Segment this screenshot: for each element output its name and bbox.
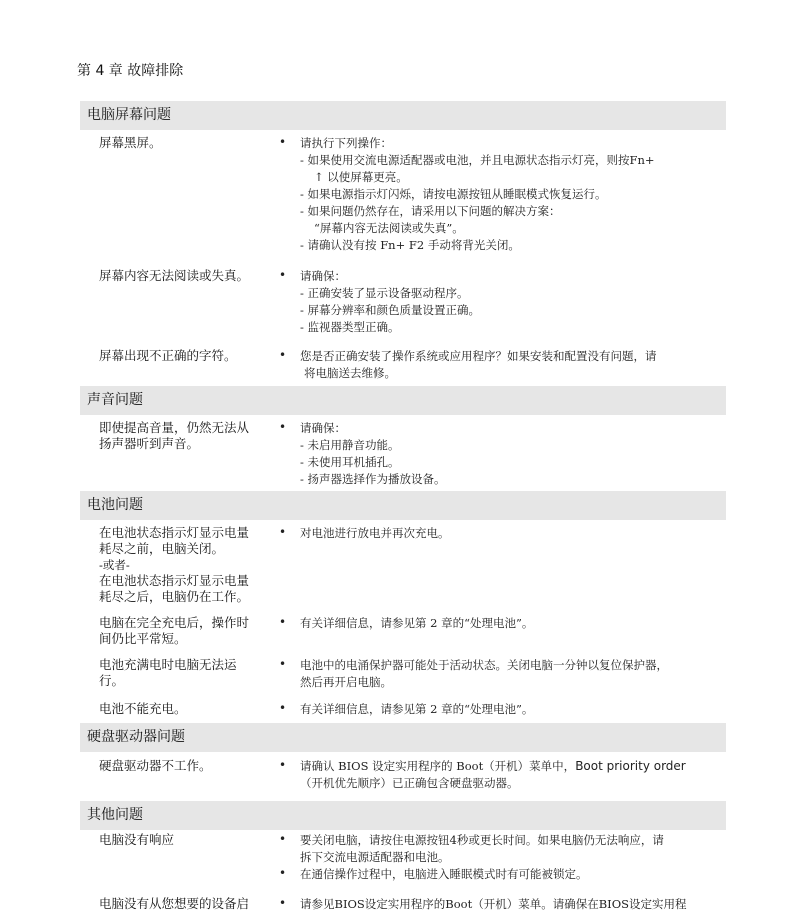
solution-distorted-screen <box>300 268 730 336</box>
bullet: • <box>279 896 287 910</box>
bullet: • <box>279 135 287 149</box>
solution-wont-run-full <box>300 657 730 691</box>
solution-black-screen <box>300 135 730 254</box>
solution-short-runtime <box>300 615 730 632</box>
problem-line: 电池充满电时电脑无法运 <box>99 657 237 672</box>
bullet: • <box>279 657 287 671</box>
bullet: • <box>279 615 287 629</box>
solution-line: 请执行下列操作： <box>300 136 392 150</box>
chapter-title: 第 4 章 故障排除 <box>77 63 184 79</box>
problem-line: 间仍比平常短。 <box>99 631 187 646</box>
section-battery-problems: 电池问题 <box>80 491 726 520</box>
solution-line: 有关详细信息，请参见第 2 章的“处理电池”。 <box>300 702 534 716</box>
solution-line: - 未使用耳机插孔。 <box>300 455 400 469</box>
solution-line: - 扬声器选择作为播放设备。 <box>300 472 446 486</box>
problem-boot-device: 电脑没有从您想要的设备启 <box>99 896 250 911</box>
problem-wont-run-full <box>99 657 271 689</box>
solution-battery-shutdown <box>300 525 730 542</box>
problem-line: 耗尽之后，电脑仍在工作。 <box>99 589 250 604</box>
section-disk-problems: 硬盘驱动器问题 <box>80 723 726 752</box>
problem-line: -或者- <box>99 558 130 572</box>
section-sound-problems: 声音问题 <box>80 386 726 415</box>
section-screen-problems: 电脑屏幕问题 <box>80 101 726 130</box>
solution-wont-charge <box>300 701 730 718</box>
solution-line: 拆下交流电源适配器和电池。 <box>300 850 450 864</box>
solution-line: 电池中的电涌保护器可能处于活动状态。关闭电脑一分钟以复位保护器， <box>300 658 668 672</box>
solution-line: - 未启用静音功能。 <box>300 438 400 452</box>
solution-line: 请参见BIOS设定实用程序的Boot（开机）菜单。请确保在BIOS设定实用程 <box>300 897 687 911</box>
solution-line: ↑ 以使屏幕更亮。 <box>314 170 408 184</box>
problem-line: 在电池状态指示灯显示电量 <box>99 573 250 588</box>
problem-wont-charge: 电池不能充电。 <box>99 701 187 716</box>
bullet: • <box>279 420 287 434</box>
solution-line: - 如果使用交流电源适配器或电池，并且电源状态指示灯亮，则按Fn+ <box>300 153 655 167</box>
solution-text: 请确认 BIOS 设定实用程序的 Boot（开机）菜单中， <box>300 759 576 773</box>
solution-line: - 屏幕分辨率和颜色质量设置正确。 <box>300 303 481 317</box>
problem-wrong-characters: 屏幕出现不正确的字符。 <box>99 348 237 363</box>
problem-disk-not-working: 硬盘驱动器不工作。 <box>99 758 212 773</box>
solution-line <box>300 758 730 775</box>
solution-line: “屏幕内容无法阅读或失真”。 <box>314 221 464 235</box>
bullet: • <box>279 758 287 772</box>
problem-line: 即使提高音量，仍然无法从 <box>99 420 250 435</box>
problem-distorted-screen: 屏幕内容无法阅读或失真。 <box>99 268 250 283</box>
solution-line: - 请确认没有按 Fn+ F2 手动将背光关闭。 <box>300 238 520 252</box>
problem-line: 行。 <box>99 673 125 688</box>
bullet: • <box>279 348 287 362</box>
solution-wrong-characters <box>300 348 730 382</box>
solution-sleep-lock <box>300 866 730 883</box>
solution-line: 要关闭电脑，请按住电源按钮4秒或更长时间。如果电脑仍无法响应，请 <box>300 833 664 847</box>
solution-line: 您是否正确安装了操作系统或应用程序？如果安装和配置没有问题，请 <box>300 349 657 363</box>
solution-line: - 正确安装了显示设备驱动程序。 <box>300 286 469 300</box>
section-other-problems: 其他问题 <box>80 801 726 830</box>
problem-black-screen: 屏幕黑屏。 <box>99 135 162 150</box>
problem-battery-shutdown <box>99 525 271 605</box>
solution-no-sound <box>300 420 730 488</box>
solution-no-response <box>300 832 730 866</box>
solution-line: 然后再开启电脑。 <box>300 675 392 689</box>
solution-text-boot-priority: Boot priority order <box>575 759 686 773</box>
problem-no-sound <box>99 420 271 452</box>
bullet: • <box>279 832 287 846</box>
bullet: • <box>279 525 287 539</box>
solution-line: 请确保： <box>300 269 346 283</box>
solution-disk-not-working <box>300 758 730 792</box>
solution-line: 请确保： <box>300 421 346 435</box>
solution-line: 有关详细信息，请参见第 2 章的“处理电池”。 <box>300 616 534 630</box>
solution-line: - 监视器类型正确。 <box>300 320 400 334</box>
solution-line: - 如果问题仍然存在，请采用以下问题的解决方案： <box>300 204 561 218</box>
problem-line: 电脑在完全充电后，操作时 <box>99 615 250 630</box>
problem-short-runtime <box>99 615 271 647</box>
bullet: • <box>279 701 287 715</box>
problem-no-response: 电脑没有响应 <box>99 832 175 847</box>
problem-line: 在电池状态指示灯显示电量 <box>99 525 250 540</box>
bullet: • <box>279 866 287 880</box>
solution-line: 对电池进行放电并再次充电。 <box>300 526 450 540</box>
solution-line: （开机优先顺序）已正确包含硬盘驱动器。 <box>300 776 519 790</box>
problem-line: 扬声器听到声音。 <box>99 436 200 451</box>
problem-line: 耗尽之前，电脑关闭。 <box>99 541 225 556</box>
solution-line: - 如果电源指示灯闪烁，请按电源按钮从睡眠模式恢复运行。 <box>300 187 607 201</box>
solution-boot-device <box>300 896 730 913</box>
solution-line: 在通信操作过程中，电脑进入睡眠模式时有可能被锁定。 <box>300 867 588 881</box>
solution-line: 将电脑送去维修。 <box>304 366 396 380</box>
bullet: • <box>279 268 287 282</box>
